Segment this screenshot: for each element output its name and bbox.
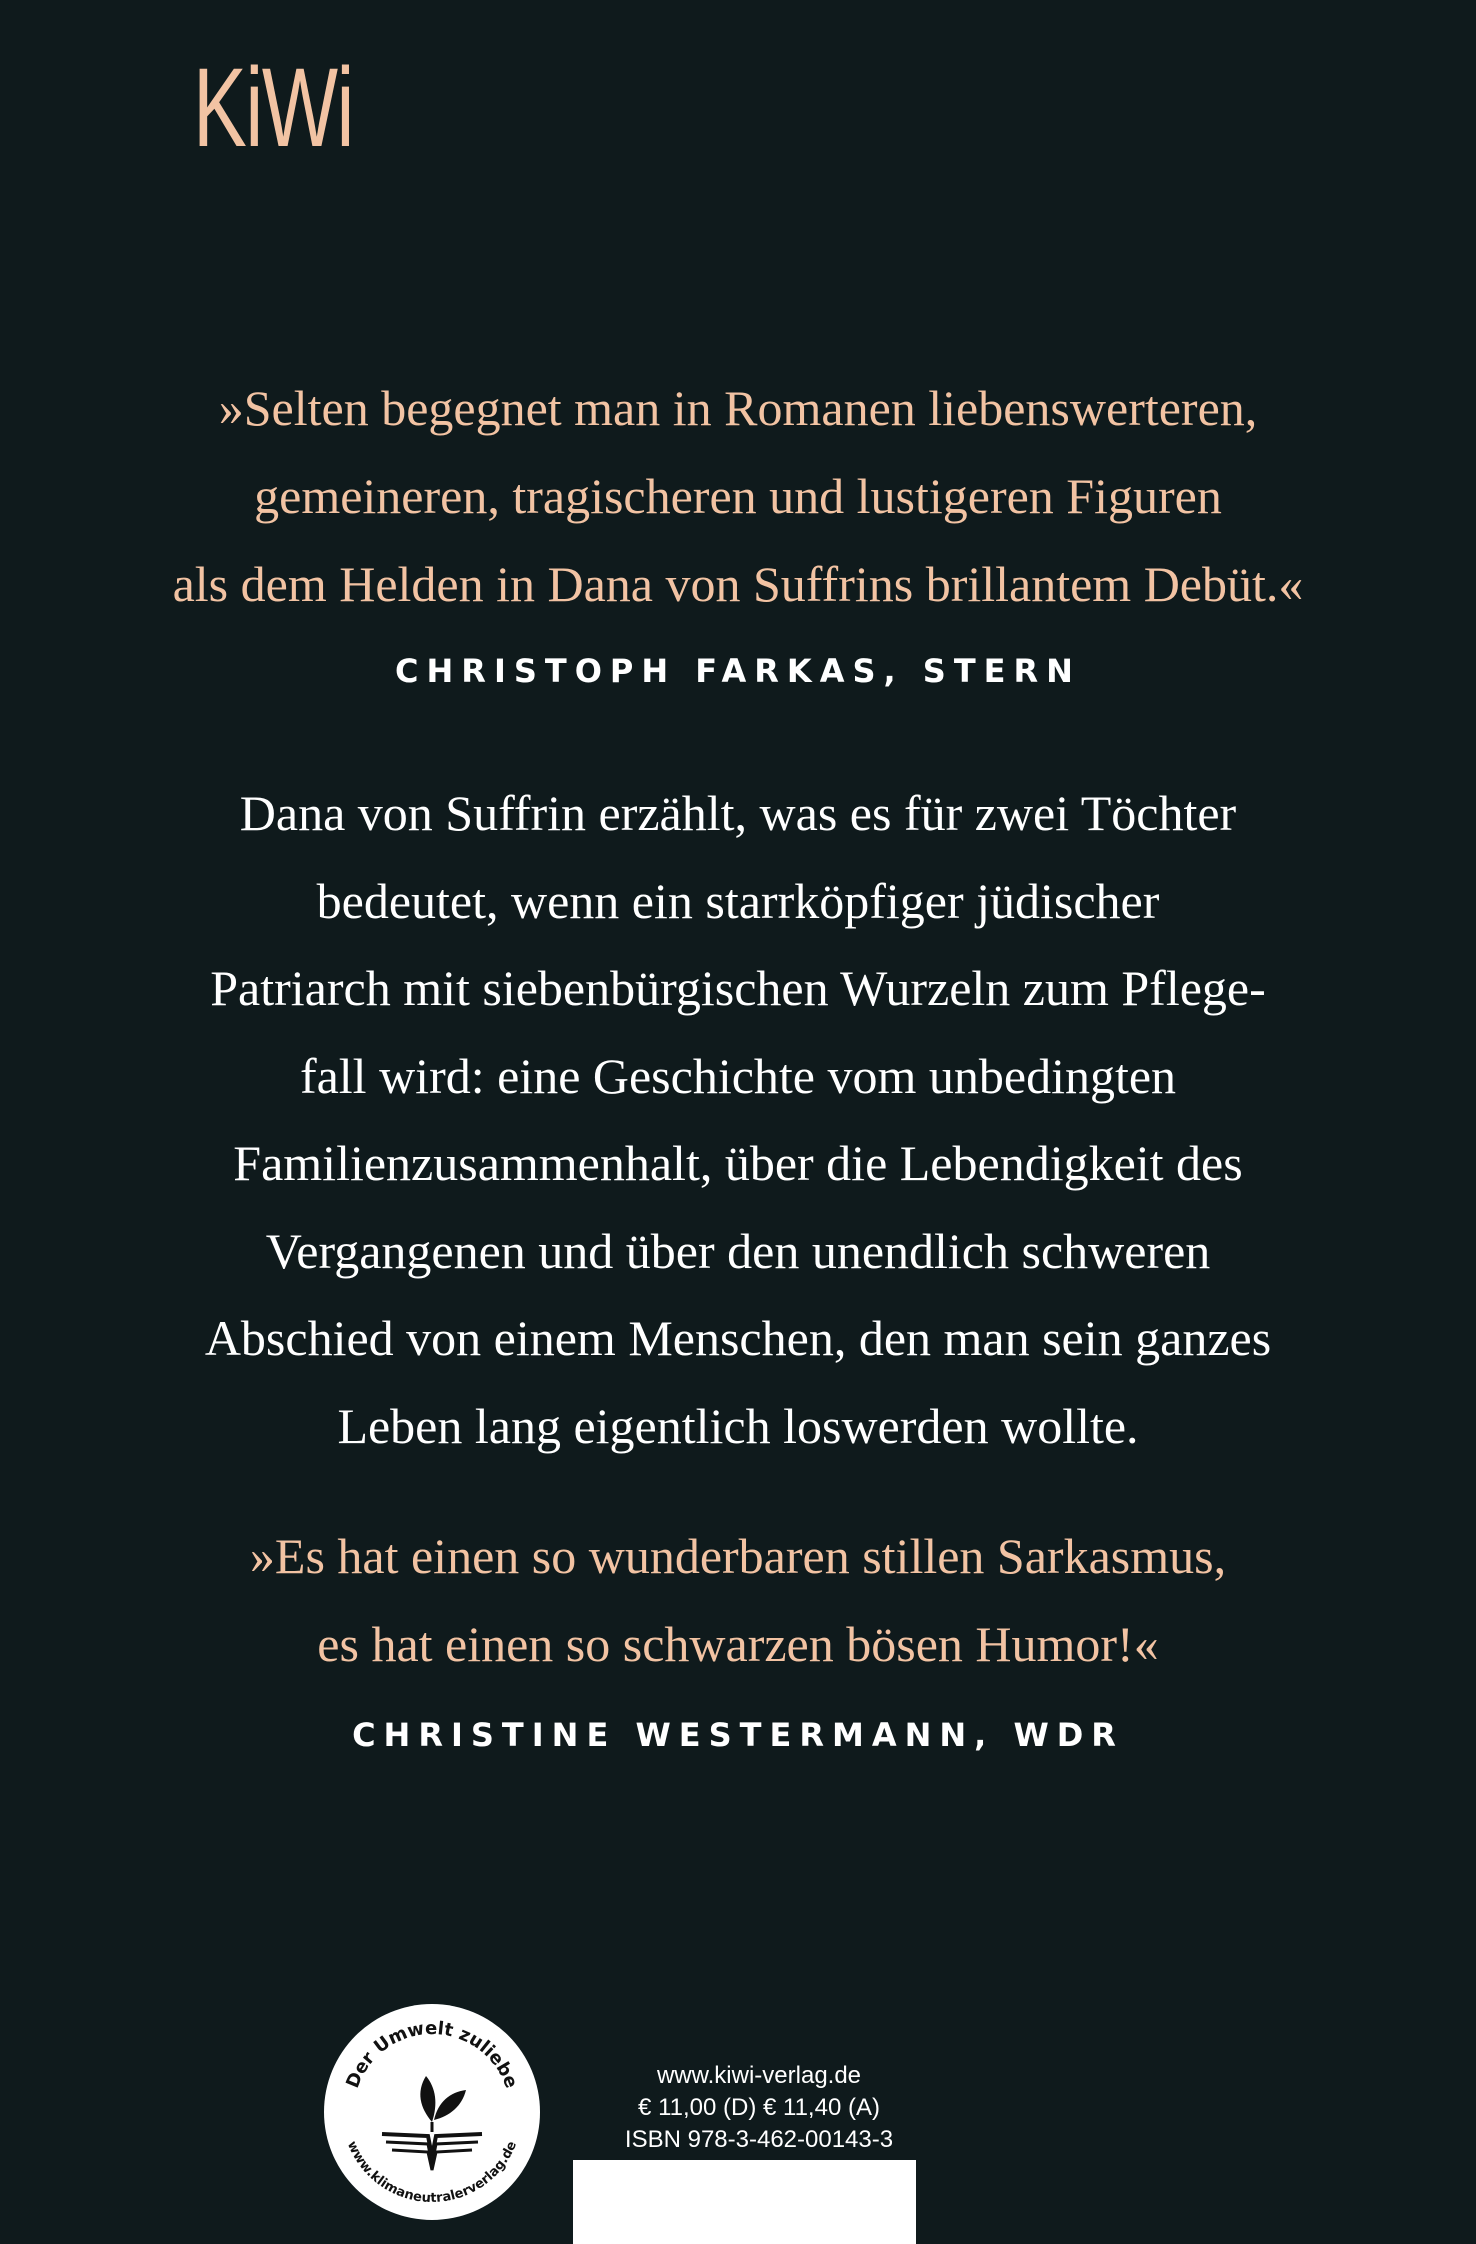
blurb-line: Dana von Suffrin erzählt, was es für zwei Töchter — [239, 785, 1237, 841]
quote-bottom-line: es hat einen so schwarzen bösen Humor!« — [317, 1616, 1159, 1672]
publisher-info — [604, 2060, 914, 2156]
book-blurb — [0, 770, 1476, 1470]
publisher-website: www.kiwi-verlag.de — [656, 2062, 862, 2089]
blurb-line: Leben lang eigentlich loswerden wollte. — [337, 1397, 1139, 1454]
quote-bottom-attribution: CHRISTINE WESTERMANN, WDR — [352, 1716, 1124, 1754]
publisher-logo: KiWi — [193, 45, 353, 170]
quote-top-attribution: CHRISTOPH FARKAS, STERN — [395, 652, 1081, 690]
blurb-line: bedeutet, wenn ein starrköpfiger jüdischer — [316, 872, 1160, 929]
quote-top — [0, 364, 1476, 628]
quote-bottom-line: »Es hat einen so wunderbaren stillen Sarkasmus, — [249, 1528, 1227, 1584]
quote-top-line: als dem Helden in Dana von Suffrins brillantem Debüt.« — [172, 556, 1304, 612]
quote-top-line: »Selten begegnet man in Romanen liebenswerteren, — [218, 380, 1258, 436]
barcode-area — [573, 2160, 916, 2244]
seal-graphic — [324, 2004, 540, 2220]
quote-top-line: gemeineren, tragischeren und lustigeren Figuren — [254, 468, 1222, 524]
blurb-line: Vergangenen und über den unendlich schweren — [265, 1222, 1211, 1279]
quote-bottom — [0, 1512, 1476, 1688]
blurb-line: fall wird: eine Geschichte vom unbedingten — [299, 1047, 1177, 1104]
seal-bottom-text: www.klimaneutralerverlag.de — [343, 2139, 521, 2207]
blurb-line: Patriarch mit siebenbürgischen Wurzeln zum Pflege- — [210, 960, 1266, 1016]
blurb-line: Abschied von einem Menschen, den man sein ganzes — [204, 1310, 1272, 1366]
seal-top-text: Der Umwelt zuliebe — [342, 2017, 522, 2092]
climate-neutral-seal — [324, 2004, 540, 2220]
isbn: ISBN 978-3-462-00143-3 — [624, 2126, 894, 2153]
leaf-book-icon — [382, 2076, 482, 2170]
blurb-line: Familienzusammenhalt, über die Lebendigkeit des — [233, 1135, 1243, 1191]
price-info: € 11,00 (D) € 11,40 (A) — [638, 2094, 880, 2121]
